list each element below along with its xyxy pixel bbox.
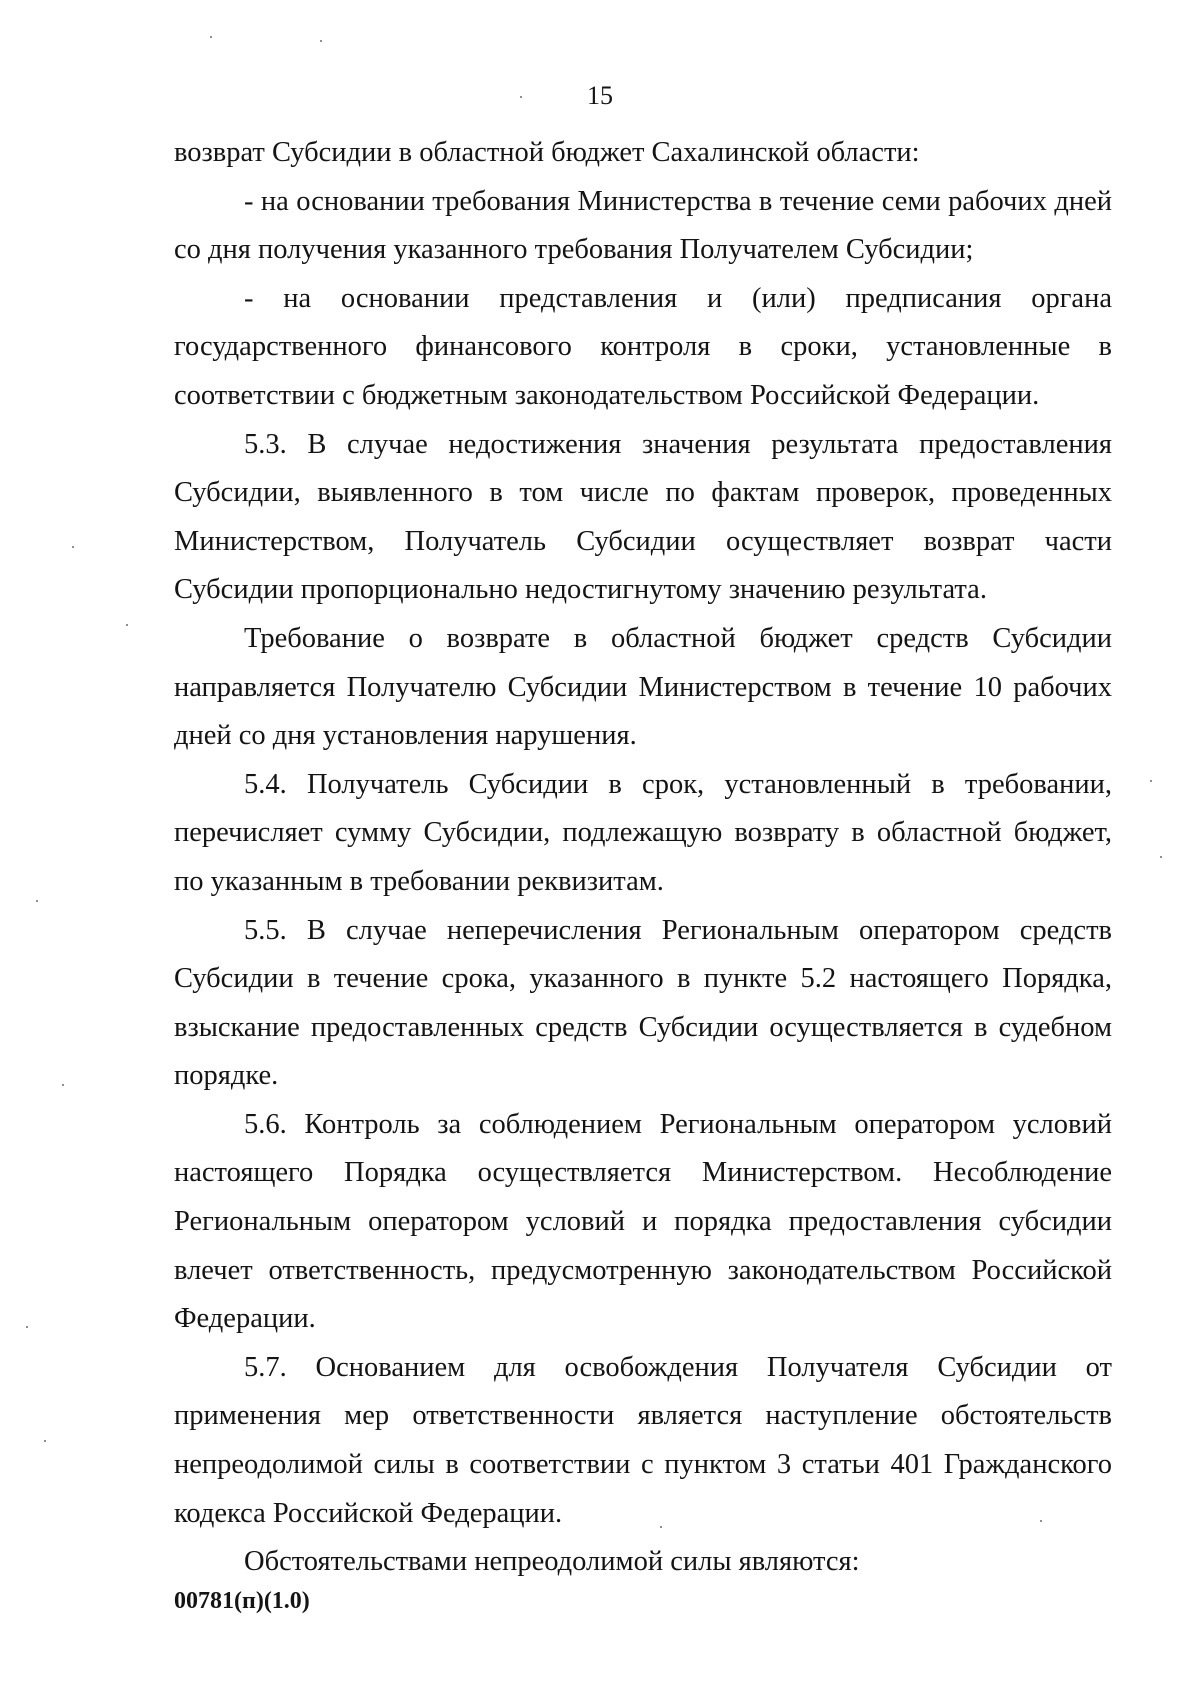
document-code: 00781(п)(1.0) [174,1588,310,1614]
paragraph-return-subsidy: возврат Субсидии в областной бюджет Сахалинской области: [174,137,920,168]
paragraph-force-majeure-intro: Обстоятельствами непреодолимой силы являются: [244,1546,860,1578]
scan-speck [72,546,74,548]
scan-speck [126,624,128,626]
scan-speck [320,40,322,42]
scan-speck [1160,856,1162,858]
paragraph-5-6: 5.6. Контроль за соблюдением Региональным оператором условий настоящего Порядка осуществляется Министерством. Несоблюдение Региональным оператором условий и порядка предоставления субсидии влечет ответственность, предусмотренную законодательством Российской Федерации. [174,1108,1112,1335]
paragraph-5-3: 5.3. В случае недостижения значения результата предоставления Субсидии, выявленного в том числе по фактам проверок, проведенных Министерством, Получатель Субсидии осуществляет возврат части Субсидии пропорционально недостигнутому значению результата. [174,428,1112,606]
paragraph-5-7: 5.7. Основанием для освобождения Получателя Субсидии от применения мер ответственности является наступление обстоятельств непреодолимой силы в соответствии с пунктом 3 статьи 401 Гражданского кодекса Российской Федерации. [174,1351,1112,1529]
paragraph-return-requirement: Требование о возврате в областной бюджет средств Субсидии направляется Получателю Субсидии Министерством в течение 10 рабочих дней со дня установления нарушения. [174,622,1112,752]
scan-speck [36,900,38,902]
scan-speck [660,1526,662,1528]
scan-speck [520,96,522,98]
paragraph-financial-control: - на основании представления и (или) предписания органа государственного финансового контроля в сроки, установленные в соответствии с бюджетным законодательством Российской Федерации. [174,282,1112,411]
scan-speck [1040,1520,1042,1522]
scan-speck [210,36,212,38]
page-number: 15 [587,81,613,110]
scan-speck [44,1440,46,1442]
paragraph-5-4: 5.4. Получатель Субсидии в срок, установленный в требовании, перечисляет сумму Субсидии, подлежащую возврату в областной бюджет, по указанным в требовании реквизитам. [174,768,1112,897]
scan-speck [62,1084,64,1086]
document-body [174,129,1112,1587]
paragraph-5-5: 5.5. В случае неперечисления Региональным оператором средств Субсидии в течение срока, указанного в пункте 5.2 настоящего Порядка, взыскание предоставленных средств Субсидии осуществляется в судебном порядке. [174,914,1112,1092]
scan-speck [26,1326,28,1328]
scan-speck [1150,780,1152,782]
paragraph-ministry-requirement: - на основании требования Министерства в течение семи рабочих дней со дня получения указанного требования Получателем Субсидии; [174,185,1112,266]
